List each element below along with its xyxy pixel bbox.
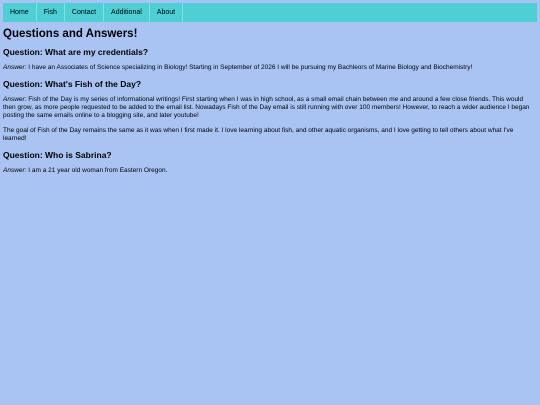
question-heading: Question: What are my credentials?	[3, 47, 149, 57]
nav-item-fish[interactable]: Fish	[37, 3, 65, 22]
answer-body: Fish of the Day is my series of informational writings! First starting when I was in high school, as a small email chain between me and around a few close friends. This would then grow, as more people requested to be added to the email list. Nowadays Fish of the Day email is still running with over 100 members! However, to reach a wider audience I began posting the same emails online to a blogging site, and later youtube!	[3, 96, 530, 119]
answer-label: Answer:	[3, 64, 27, 71]
question-heading: Question: Who is Sabrina?	[3, 150, 112, 160]
answer-body: I am a 21 year old woman from Eastern Oregon.	[26, 167, 168, 174]
answer-extra-text: The goal of Fish of the Day remains the same as it was when I first made it. I love learning about fish, and other aquatic organisms, and I love getting to tell others about what I've learned!	[3, 127, 514, 142]
nav-item-about[interactable]: About	[150, 3, 183, 22]
answer-label: Answer:	[3, 167, 27, 174]
answer-label: Answer:	[3, 96, 27, 103]
page-title: Questions and Answers!	[3, 28, 138, 40]
nav-item-contact[interactable]: Contact	[65, 3, 104, 22]
nav-item-additional[interactable]: Additional	[104, 3, 150, 22]
answer-body: I have an Associates of Science specializing in Biology! Starting in September of 2026 I will be pursuing my Bachleors of Marine Biology and Biochemistry!	[26, 64, 473, 71]
nav-item-home[interactable]: Home	[3, 3, 37, 22]
answer-text	[3, 64, 533, 72]
nav-bar	[3, 3, 537, 22]
main-content	[3, 27, 533, 182]
answer-text	[3, 167, 533, 175]
question-heading: Question: What's Fish of the Day?	[3, 79, 142, 89]
answer-text	[3, 96, 533, 120]
